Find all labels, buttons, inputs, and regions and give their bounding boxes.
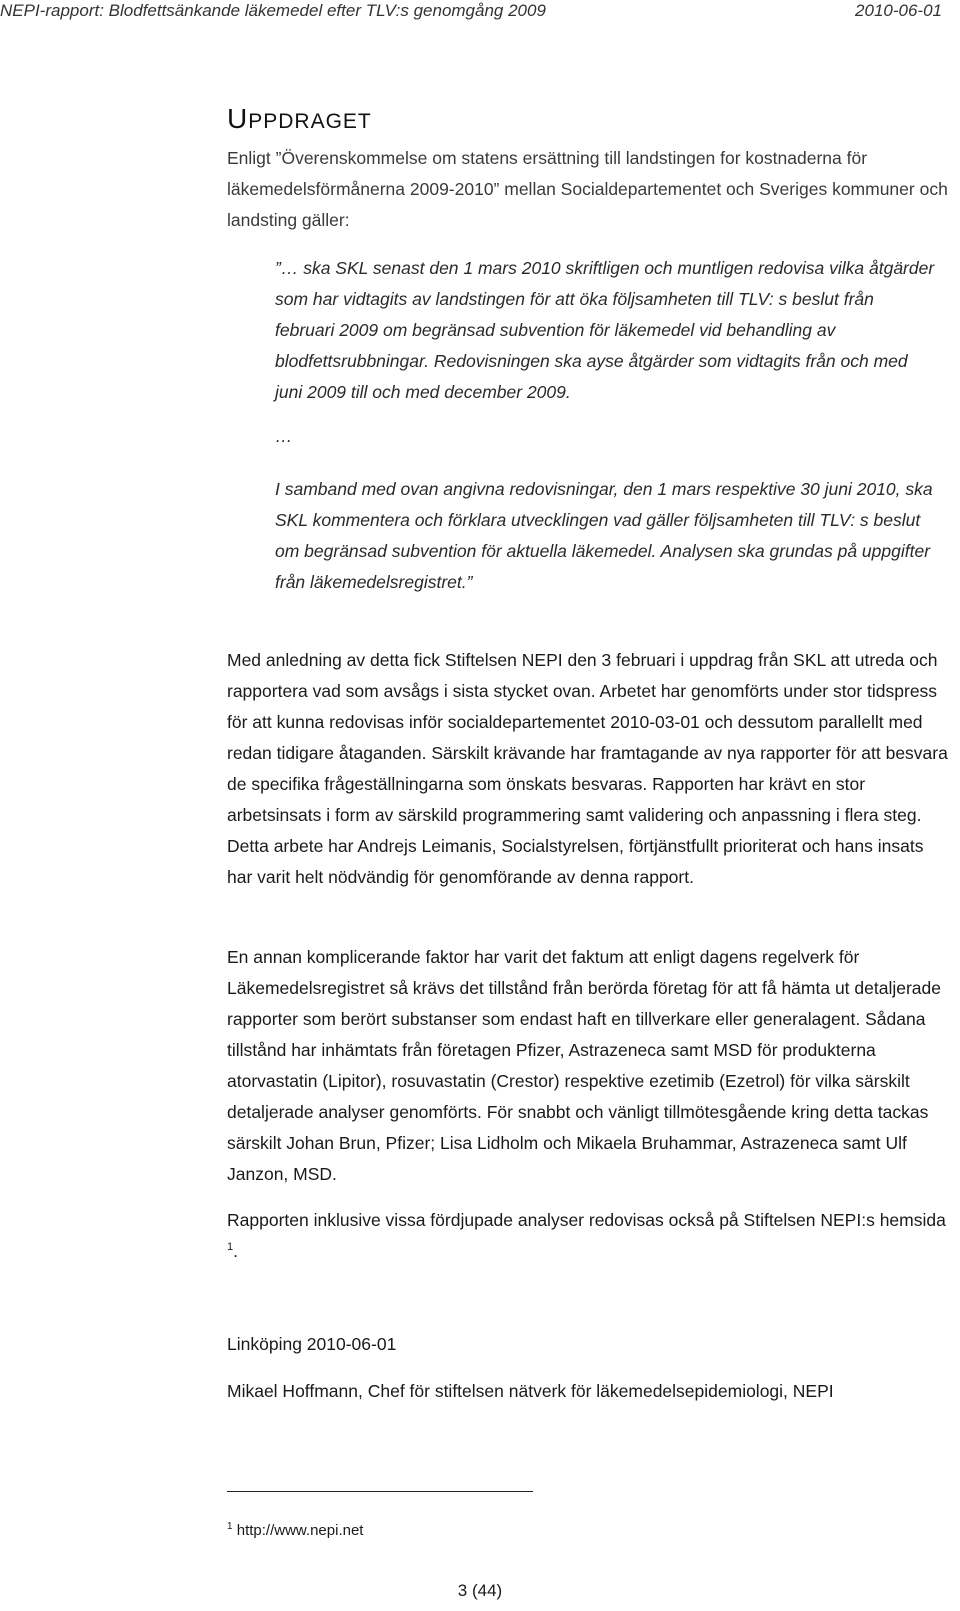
- heading-rest: PPDRAGET: [248, 110, 372, 133]
- quote-part-1: ”… ska SKL senast den 1 mars 2010 skriftligen och muntligen redovisa vilka åtgärder som har vidtagits av landstingen för att öka följsamheten till TLV: s beslut från februari 2009 om begränsad subvention för läkemedel vid behandling av blodfettsrubbningar. Redovisningen ska ayse åtgärder som vidtagits från och med juni 2009 till och med december 2009.: [275, 258, 935, 402]
- quote-part-2: I samband med ovan angivna redovisningar, den 1 mars respektive 30 juni 2010, ska SKL kommentera och förklara utvecklingen vad gäller följsamheten till TLV: s beslut om begränsad subvention för aktuella läkemedel. Analysen ska grundas på uppgifter från läkemedelsregistret.”: [275, 479, 933, 592]
- footnote-marker: 1: [227, 1521, 233, 1532]
- header-date: 2010-06-01: [855, 1, 942, 20]
- intro-paragraph: Enligt ”Överenskommelse om statens ersättning till landstingen for kostnaderna för läkemedelsförmånerna 2009-2010” mellan Socialdepartementet och Sveriges kommuner och landsting gäller:: [227, 148, 948, 230]
- paragraph-permissions: En annan komplicerande faktor har varit det faktum att enligt dagens regelverk för Läkemedelsregistret så krävs det tillstånd från berörda företag för att få hämta ut detaljerade rapporter som berört substanser som endast haft en tillverkare eller generalagent. Sådana tillstånd har inhämtats från företagen Pfizer, Astrazeneca samt MSD för produkterna atorvastatin (Lipitor), rosuvastatin (Crestor) respektive ezetimib (Ezetrol) för vilka särskilt detaljerade analyser genomförts. För snabbt och vänligt tillmötesgående kring detta tackas särskilt Johan Brun, Pfizer; Lisa Lidholm och Mikaela Bruhammar, Astrazeneca samt Ulf Janzon, MSD.: [227, 947, 941, 1184]
- page-header: [0, 0, 960, 26]
- signature-author: Mikael Hoffmann, Chef för stiftelsen nätverk för läkemedelsepidemiologi, NEPI: [227, 1381, 834, 1401]
- footnote-divider: [227, 1491, 533, 1492]
- signature-place-date: Linköping 2010-06-01: [227, 1334, 397, 1354]
- footnote: [227, 1521, 363, 1541]
- section-heading: [227, 103, 372, 135]
- header-title: NEPI-rapport: Blodfettsänkande läkemedel efter TLV:s genomgång 2009: [0, 1, 546, 20]
- page-number: 3 (44): [457, 1581, 503, 1600]
- paragraph-website-text: Rapporten inklusive vissa fördjupade analyser redovisas också på Stiftelsen NEPI:s hemsida: [227, 1210, 946, 1230]
- paragraph-website-end: .: [233, 1241, 238, 1261]
- paragraph-website: [227, 1205, 953, 1267]
- paragraph-assignment: Med anledning av detta fick Stiftelsen NEPI den 3 februari i uppdrag från SKL att utreda och rapportera vad som avsågs i sista stycket ovan. Arbetet har genomförts under stor tidspress för att kunna redovisas inför socialdepartementet 2010-03-01 och dessutom parallellt med redan tidigare åtaganden. Särskilt krävande har framtagande av nya rapporter för att besvara de specifika frågeställningarna som önskats besvaras. Rapporten har krävt en stor arbetsinsats i form av särskild programmering samt validering och anpassning i flera steg. Detta arbete har Andrejs Leimanis, Socialstyrelsen, förtjänstfullt prioriterat och hans insats har varit helt nödvändig för genomförande av denna rapport.: [227, 650, 948, 887]
- heading-initial: U: [227, 103, 249, 134]
- quote-ellipsis: …: [275, 426, 293, 446]
- footnote-reference[interactable]: 1: [227, 1241, 234, 1254]
- footnote-link[interactable]: http://www.nepi.net: [236, 1522, 364, 1539]
